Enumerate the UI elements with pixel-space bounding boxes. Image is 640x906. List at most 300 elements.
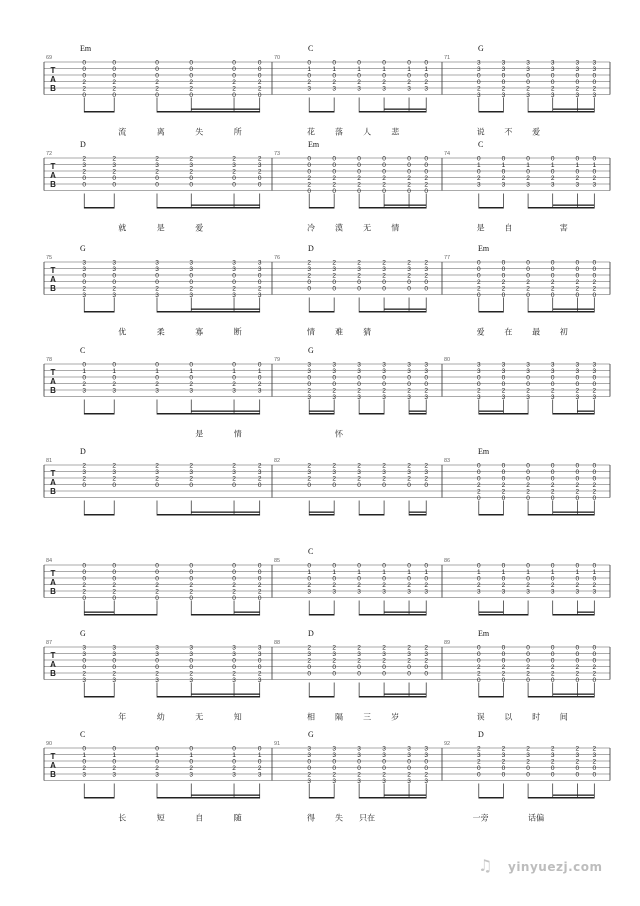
fret-number: 1: [357, 568, 361, 576]
fret-number: 2: [424, 259, 429, 267]
fret-number: 0: [112, 745, 117, 753]
fret-number: 0: [501, 764, 506, 772]
fret-number: 3: [257, 259, 262, 267]
fret-number: 3: [189, 676, 194, 684]
lyric-syllable: 相: [306, 712, 315, 722]
fret-number: 0: [232, 59, 236, 67]
fret-number: 2: [332, 272, 336, 280]
fret-number: 3: [476, 751, 481, 759]
fret-number: 0: [332, 374, 336, 382]
fret-number: 2: [155, 155, 159, 163]
fret-number: 1: [112, 751, 117, 759]
fret-number: 0: [575, 475, 580, 483]
fret-number: 0: [257, 745, 262, 753]
fret-number: 2: [550, 174, 555, 182]
fret-number: 0: [332, 575, 336, 583]
fret-number: 0: [307, 59, 312, 67]
fret-number: 3: [112, 259, 117, 267]
beam: [479, 797, 504, 799]
fret-number: 3: [357, 751, 361, 759]
fret-number: 2: [112, 155, 117, 163]
fret-number: 0: [189, 91, 194, 99]
fret-number: 2: [501, 758, 506, 766]
measure-number: 86: [444, 558, 451, 564]
fret-number: 2: [501, 481, 506, 489]
beam: [309, 411, 334, 412]
fret-number: 3: [407, 588, 411, 596]
fret-number: 3: [526, 588, 530, 596]
fret-number: 0: [501, 676, 506, 684]
fret-number: 3: [501, 751, 506, 759]
fret-number: 2: [307, 259, 312, 267]
fret-number: 3: [424, 751, 429, 759]
lyric-syllable: 误: [476, 712, 485, 722]
chord-name: Em: [478, 244, 490, 253]
tab-clef-letter: T: [50, 162, 56, 171]
fret-number: 0: [501, 644, 506, 652]
fret-number: 2: [476, 663, 481, 671]
fret-number: 0: [526, 475, 530, 483]
fret-number: 0: [501, 272, 506, 280]
fret-number: 2: [232, 588, 236, 596]
measure-number: 72: [46, 151, 53, 157]
fret-number: 2: [82, 462, 87, 470]
fret-number: 0: [357, 59, 361, 67]
fret-number: 1: [526, 568, 530, 576]
fret-number: 0: [189, 72, 194, 80]
fret-number: 0: [82, 59, 87, 67]
measure-number: 82: [274, 458, 281, 464]
fret-number: 0: [232, 575, 236, 583]
fret-number: 3: [592, 588, 597, 596]
lyric-syllable: 间: [559, 712, 568, 722]
fret-number: 0: [526, 462, 530, 470]
fret-number: 3: [82, 676, 87, 684]
lyric-syllable: 三: [363, 712, 372, 722]
fret-number: 2: [592, 387, 597, 395]
fret-number: 0: [526, 575, 530, 583]
fret-number: 0: [550, 462, 555, 470]
fret-number: 0: [232, 562, 236, 570]
fret-number: 0: [407, 562, 411, 570]
beam: [528, 111, 594, 113]
fret-number: 2: [550, 488, 555, 496]
fret-number: 0: [424, 670, 429, 678]
lyric-syllable: 爱: [195, 223, 204, 233]
fret-number: 0: [526, 265, 530, 273]
fret-number: 3: [307, 751, 312, 759]
fret-number: 2: [155, 764, 159, 772]
fret-number: 2: [407, 272, 411, 280]
fret-number: 0: [592, 650, 597, 658]
fret-number: 0: [257, 594, 262, 602]
fret-number: 2: [257, 670, 262, 678]
fret-number: 0: [592, 374, 597, 382]
beam: [359, 207, 426, 209]
fret-number: 2: [575, 745, 580, 753]
fret-number: 0: [82, 758, 87, 766]
fret-number: 3: [407, 745, 411, 753]
watermark-text: yinyuezj.com: [508, 860, 603, 874]
fret-number: 0: [575, 259, 580, 267]
beam: [479, 311, 504, 313]
fret-number: 0: [501, 657, 506, 665]
fret-number: 2: [424, 462, 429, 470]
lyric-syllable: 初: [559, 327, 568, 337]
fret-number: 0: [407, 670, 411, 678]
tab-clef-letter: A: [50, 660, 56, 669]
fret-number: 0: [407, 374, 411, 382]
fret-number: 0: [407, 663, 411, 671]
lyric-syllable: 优: [118, 327, 127, 337]
fret-number: 2: [407, 259, 411, 267]
fret-number: 2: [424, 644, 429, 652]
fret-number: 0: [526, 78, 530, 86]
fret-number: 3: [232, 650, 236, 658]
measure-number: 83: [444, 458, 451, 464]
beam: [359, 797, 426, 799]
fret-number: 2: [501, 581, 506, 589]
fret-number: 0: [592, 72, 597, 80]
fret-number: 0: [112, 174, 117, 182]
beam: [553, 614, 595, 616]
fret-number: 0: [332, 168, 336, 176]
fret-number: 0: [189, 657, 194, 665]
fret-number: 0: [501, 155, 506, 163]
beam: [479, 696, 504, 698]
fret-number: 3: [575, 65, 580, 73]
fret-number: 2: [526, 387, 530, 395]
fret-number: 2: [332, 644, 336, 652]
fret-number: 0: [550, 272, 555, 280]
fret-number: 2: [332, 475, 336, 483]
fret-number: 2: [476, 85, 481, 93]
fret-number: 3: [307, 650, 312, 658]
fret-number: 0: [526, 168, 530, 176]
fret-number: 2: [232, 670, 236, 678]
fret-number: 2: [232, 155, 236, 163]
beam: [384, 795, 426, 796]
fret-number: 3: [357, 650, 361, 658]
fret-number: 2: [189, 670, 194, 678]
fret-number: 2: [592, 85, 597, 93]
fret-number: 0: [307, 758, 312, 766]
fret-number: 2: [257, 462, 262, 470]
fret-number: 2: [550, 278, 555, 286]
fret-number: 2: [82, 285, 87, 293]
fret-number: 3: [357, 361, 361, 369]
fret-number: 2: [155, 380, 159, 388]
fret-number: 0: [307, 374, 312, 382]
fret-number: 0: [550, 374, 555, 382]
beam: [528, 696, 594, 698]
fret-number: 0: [112, 758, 117, 766]
fret-number: 0: [189, 663, 194, 671]
fret-number: 3: [155, 265, 159, 273]
fret-number: 3: [550, 588, 555, 596]
fret-number: 0: [382, 168, 386, 176]
fret-number: 0: [501, 259, 506, 267]
fret-number: 0: [332, 380, 336, 388]
fret-number: 2: [407, 475, 411, 483]
fret-number: 3: [82, 161, 87, 169]
fret-number: 2: [424, 657, 429, 665]
fret-number: 3: [82, 291, 87, 299]
fret-number: 3: [501, 65, 506, 73]
fret-number: 2: [189, 588, 194, 596]
fret-number: 2: [592, 285, 597, 293]
fret-number: 2: [592, 488, 597, 496]
beam: [359, 696, 426, 698]
fret-number: 3: [407, 468, 411, 476]
fret-number: 2: [82, 168, 87, 176]
fret-number: 0: [592, 644, 597, 652]
fret-number: 1: [257, 367, 262, 375]
fret-number: 0: [407, 481, 411, 489]
fret-number: 1: [82, 751, 87, 759]
fret-number: 0: [232, 174, 236, 182]
fret-number: 2: [382, 462, 386, 470]
fret-number: 3: [357, 393, 361, 401]
fret-number: 3: [332, 650, 336, 658]
fret-number: 3: [307, 468, 312, 476]
beam: [191, 614, 259, 616]
measure-number: 91: [274, 741, 281, 747]
fret-number: 2: [82, 475, 87, 483]
fret-number: 2: [332, 181, 336, 189]
fret-number: 0: [112, 562, 117, 570]
fret-number: 2: [526, 481, 530, 489]
fret-number: 2: [592, 745, 597, 753]
fret-number: 0: [592, 575, 597, 583]
fret-number: 0: [550, 155, 555, 163]
fret-number: 0: [307, 764, 312, 772]
fret-number: 3: [575, 361, 580, 369]
fret-number: 0: [501, 168, 506, 176]
fret-number: 2: [550, 481, 555, 489]
fret-number: 0: [357, 285, 361, 293]
fret-number: 2: [476, 285, 481, 293]
fret-number: 2: [526, 663, 530, 671]
fret-number: 0: [332, 155, 336, 163]
fret-number: 0: [550, 764, 555, 772]
fret-number: 3: [501, 393, 506, 401]
fret-number: 0: [155, 758, 159, 766]
fret-number: 0: [550, 78, 555, 86]
fret-number: 2: [232, 462, 236, 470]
fret-number: 0: [155, 575, 159, 583]
fret-number: 3: [257, 771, 262, 779]
fret-number: 0: [424, 72, 429, 80]
fret-number: 0: [307, 168, 312, 176]
fret-number: 0: [332, 764, 336, 772]
fret-number: 0: [526, 676, 530, 684]
fret-number: 0: [155, 181, 159, 189]
fret-number: 0: [424, 758, 429, 766]
fret-number: 0: [476, 562, 481, 570]
fret-number: 0: [332, 72, 336, 80]
fret-number: 2: [155, 581, 159, 589]
fret-number: 0: [257, 174, 262, 182]
tab-clef-letter: B: [50, 669, 56, 678]
fret-number: 2: [357, 462, 361, 470]
beam: [577, 411, 594, 412]
fret-number: 2: [112, 588, 117, 596]
fret-number: 0: [307, 187, 312, 195]
fret-number: 2: [357, 387, 361, 395]
tab-clef-letter: B: [50, 84, 56, 93]
fret-number: 0: [82, 657, 87, 665]
fret-number: 0: [592, 168, 597, 176]
lyric-syllable: 失: [195, 127, 204, 137]
beam: [479, 614, 528, 616]
fret-number: 0: [550, 650, 555, 658]
fret-number: 0: [307, 161, 312, 169]
fret-number: 0: [592, 380, 597, 388]
fret-number: 1: [424, 568, 429, 576]
fret-number: 2: [232, 764, 236, 772]
fret-number: 0: [82, 745, 87, 753]
lyric-syllable: 是: [156, 223, 165, 233]
fret-number: 2: [575, 581, 580, 589]
lyric-syllable: 自: [195, 813, 204, 823]
fret-number: 0: [257, 65, 262, 73]
measure-number: 85: [274, 558, 281, 564]
fret-number: 2: [332, 581, 336, 589]
fret-number: 0: [550, 291, 555, 299]
fret-number: 0: [407, 187, 411, 195]
fret-number: 0: [575, 374, 580, 382]
fret-number: 3: [407, 650, 411, 658]
fret-number: 2: [407, 657, 411, 665]
fret-number: 0: [112, 278, 117, 286]
fret-number: 2: [501, 663, 506, 671]
fret-number: 3: [424, 361, 429, 369]
fret-number: 0: [501, 462, 506, 470]
fret-number: 2: [189, 581, 194, 589]
tab-clef-letter: B: [50, 587, 56, 596]
fret-number: 2: [82, 670, 87, 678]
fret-number: 3: [307, 265, 312, 273]
fret-number: 1: [424, 65, 429, 73]
fret-number: 2: [257, 475, 262, 483]
lyric-syllable: 所: [233, 127, 242, 137]
beam: [191, 694, 259, 695]
fret-number: 1: [307, 568, 312, 576]
fret-number: 3: [82, 644, 87, 652]
fret-number: 3: [189, 291, 194, 299]
measure-number: 76: [274, 255, 281, 261]
fret-number: 3: [382, 361, 386, 369]
fret-number: 3: [155, 259, 159, 267]
fret-number: 0: [382, 670, 386, 678]
fret-number: 2: [501, 278, 506, 286]
fret-number: 0: [476, 272, 481, 280]
lyric-syllable: 以: [504, 712, 513, 722]
fret-number: 0: [357, 168, 361, 176]
fret-number: 2: [155, 285, 159, 293]
lyric-syllable: 人: [363, 127, 372, 137]
fret-number: 0: [476, 265, 481, 273]
fret-number: 0: [189, 278, 194, 286]
fret-number: 3: [526, 751, 530, 759]
fret-number: 0: [232, 72, 236, 80]
fret-number: 1: [407, 568, 411, 576]
fret-number: 0: [112, 568, 117, 576]
fret-number: 0: [424, 187, 429, 195]
fret-number: 3: [307, 393, 312, 401]
lyric-syllable: 说: [476, 127, 485, 137]
fret-number: 3: [424, 265, 429, 273]
beam: [553, 512, 595, 513]
fret-number: 2: [257, 78, 262, 86]
lyric-syllable: 隔: [335, 712, 344, 722]
fret-number: 2: [112, 475, 117, 483]
fret-number: 0: [257, 374, 262, 382]
fret-number: 0: [155, 72, 159, 80]
fret-number: 0: [424, 59, 429, 67]
fret-number: 0: [155, 91, 159, 99]
fret-number: 2: [382, 771, 386, 779]
lyric-syllable: 岁: [391, 712, 400, 722]
fret-number: 2: [155, 168, 159, 176]
fret-number: 0: [189, 758, 194, 766]
fret-number: 0: [82, 575, 87, 583]
fret-number: 3: [155, 468, 159, 476]
watermark: [478, 854, 628, 880]
measure-number: 78: [46, 357, 53, 363]
fret-number: 0: [112, 361, 117, 369]
fret-number: 0: [476, 374, 481, 382]
fret-number: 0: [575, 676, 580, 684]
fret-number: 0: [257, 568, 262, 576]
beam: [479, 514, 504, 516]
fret-number: 2: [424, 174, 429, 182]
fret-number: 0: [112, 91, 117, 99]
measure-number: 90: [46, 741, 53, 747]
beam: [359, 111, 426, 113]
fret-number: 2: [257, 155, 262, 163]
fret-number: 3: [424, 393, 429, 401]
fret-number: 0: [332, 758, 336, 766]
fret-number: 2: [575, 758, 580, 766]
beam: [157, 311, 260, 313]
beam: [191, 309, 259, 310]
fret-number: 3: [82, 259, 87, 267]
fret-number: 0: [112, 65, 117, 73]
fret-number: 3: [476, 181, 481, 189]
fret-number: 2: [575, 387, 580, 395]
fret-number: 3: [407, 265, 411, 273]
fret-number: 0: [592, 462, 597, 470]
fret-number: 0: [332, 59, 336, 67]
fret-number: 0: [575, 575, 580, 583]
beam: [309, 797, 334, 799]
lyric-syllable: 寡: [195, 327, 204, 337]
fret-number: 0: [232, 594, 236, 602]
fret-number: 2: [407, 581, 411, 589]
lyric-syllable: 情: [306, 327, 315, 337]
fret-number: 2: [357, 259, 361, 267]
beam: [479, 612, 504, 613]
fret-number: 3: [332, 361, 336, 369]
fret-number: 0: [550, 771, 555, 779]
fret-number: 3: [550, 65, 555, 73]
lyric-syllable: 长: [118, 813, 127, 823]
fret-number: 0: [155, 374, 159, 382]
fret-number: 0: [592, 494, 597, 502]
measure-number: 87: [46, 640, 53, 646]
